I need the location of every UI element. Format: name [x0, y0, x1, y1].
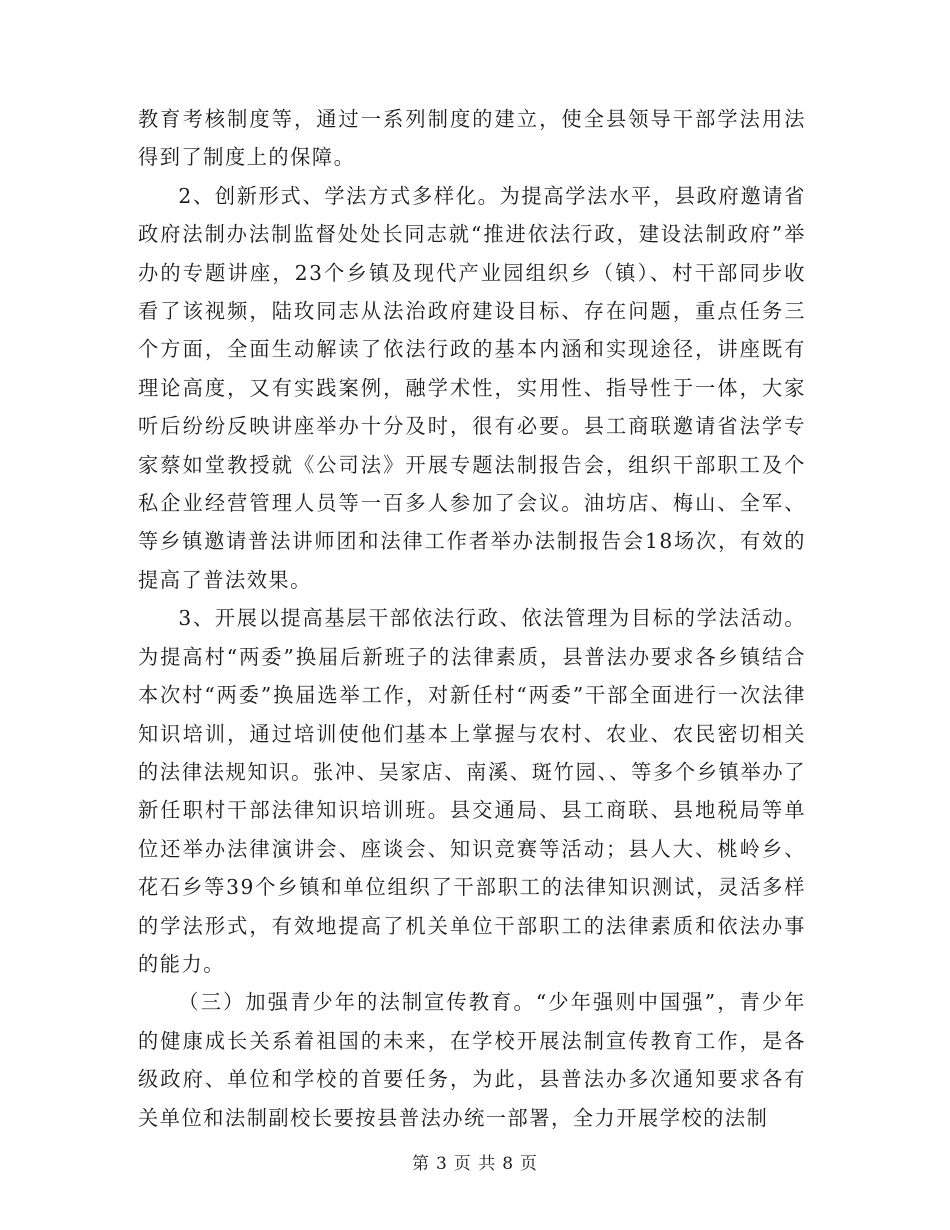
footer-page-number: 3: [435, 1154, 448, 1174]
document-body: [138, 100, 806, 1137]
footer-prefix: 第: [411, 1154, 430, 1174]
footer-mid: 页 共: [453, 1154, 497, 1174]
footer-suffix: 页: [520, 1154, 539, 1174]
paragraph-innovate-forms: 2、创新形式、学法方式多样化。为提高学法水平，县政府邀请省政府法制办法制监督处处长同志就“推进依法行政，建设法制政府”举办的专题讲座，23个乡镇及现代产业园组织乡（镇）、村干部同步收看了该视频，陆玫同志从法治政府建设目标、存在问题，重点任务三个方面，全面生动解读了依法行政的基本内涵和实现途径，讲座既有理论高度，又有实践案例，融学术性，实用性、指导性于一体，大家听后纷纷反映讲座举办十分及时，很有必要。县工商联邀请省法学专家蔡如堂教授就《公司法》开展专题法制报告会，组织干部职工及个私企业经营管理人员等一百多人参加了会议。油坊店、梅山、全军、等乡镇邀请普法讲师团和法律工作者举办法制报告会18场次，有效的提高了普法效果。: [138, 183, 806, 592]
footer-page-total: 8: [502, 1154, 515, 1174]
paragraph-youth-education: （三）加强青少年的法制宣传教育。“少年强则中国强”，青少年的健康成长关系着祖国的未来，在学校开展法制宣传教育工作，是各级政府、单位和学校的首要任务，为此，县普法办多次通知要求各有关单位和法制副校长要按县普法办统一部署，全力开展学校的法制: [138, 990, 806, 1130]
paragraph-grassroots-cadres: 3、开展以提高基层干部依法行政、依法管理为目标的学法活动。为提高村“两委”换届后新班子的法律素质，县普法办要求各乡镇结合本次村“两委”换届选举工作，对新任村“两委”干部全面进行一次法律知识培训，通过培训使他们基本上掌握与农村、农业、农民密切相关的法律法规知识。张冲、吴家店、南溪、斑竹园、、等多个乡镇举办了新任职村干部法律知识培训班。县交通局、县工商联、县地税局等单位还举办法律演讲会、座谈会、知识竞赛等活动；县人大、桃岭乡、花石乡等39个乡镇和单位组织了干部职工的法律知识测试，灵活多样的学法形式，有效地提高了机关单位干部职工的法律素质和依法办事的能力。: [138, 606, 806, 976]
paragraph-continuation: 教育考核制度等，通过一系列制度的建立，使全县领导干部学法用法得到了制度上的保障。: [138, 107, 806, 170]
page-footer: [0, 1152, 950, 1176]
